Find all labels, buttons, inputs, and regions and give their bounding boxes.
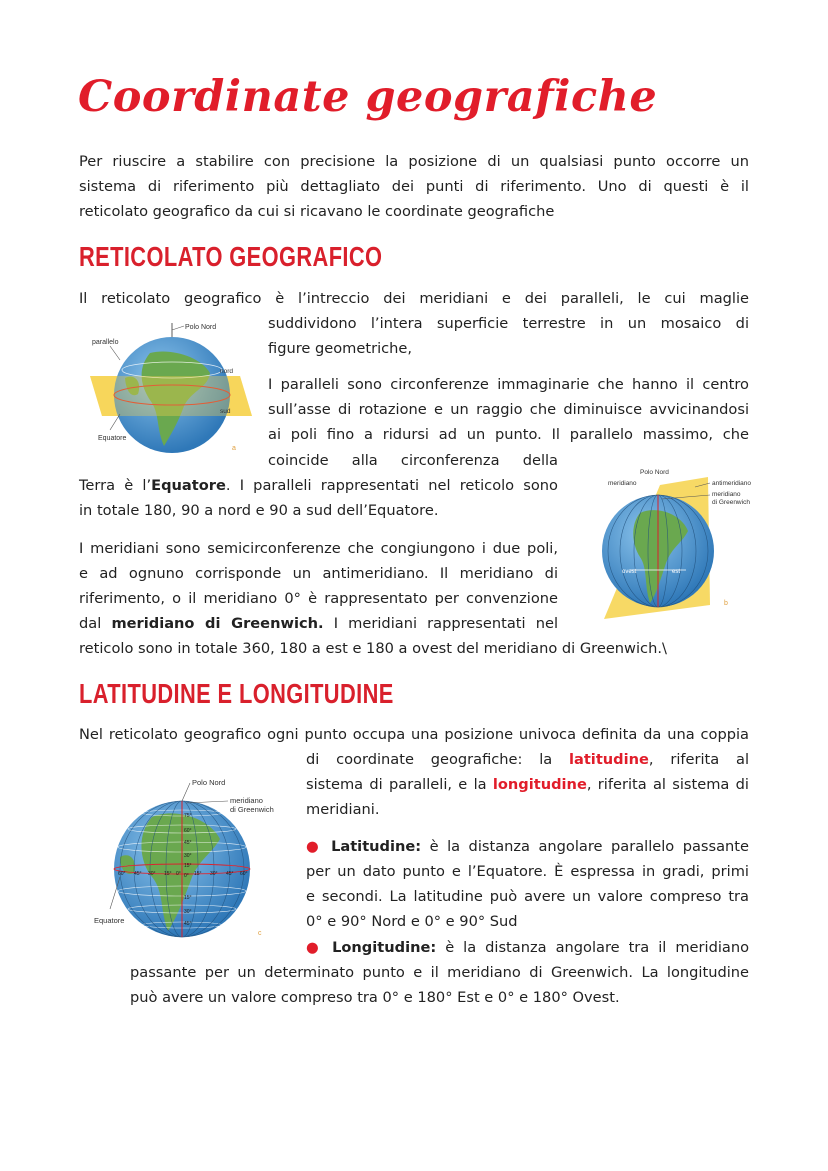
label-greenwich-2: di Greenwich: [230, 805, 274, 814]
text-span: è la distanza angolare parallelo passante: [421, 838, 749, 855]
figure-letter: b: [724, 600, 728, 607]
paralleli-paragraph-b: [268, 448, 558, 473]
text-span: , riferita al: [648, 751, 749, 768]
text-line: Il reticolato geografico è l’intreccio dei meridiani e dei paralleli, le cui maglie: [79, 290, 749, 307]
intro-line: Per riuscire a stabilire con precisione la posizione di un qualsiasi punto occorre un: [79, 153, 749, 170]
text-line: passante per un determinato punto e il meridiano di Greenwich. La longitudine: [130, 964, 749, 981]
paralleli-paragraph-c: [79, 473, 558, 523]
reticolato-paragraph-a: [268, 311, 749, 361]
label-greenwich-1: meridiano: [712, 491, 741, 498]
lat-tick: 15°: [184, 895, 192, 901]
lat-tick: 45°: [184, 840, 192, 846]
globe-figure-b: [600, 465, 770, 625]
lon-tick: 45°: [226, 871, 234, 877]
lon-tick: 15°: [194, 871, 202, 877]
bullet-dot: ●: [306, 838, 323, 855]
globe-figure-a: [80, 318, 260, 458]
text-line: sull’asse di rotazione e un raggio che diminuisce avvicinandosi: [268, 401, 749, 418]
text-line: I paralleli sono circonferenze immaginarie che hanno il centro: [268, 376, 749, 393]
text-span: . I paralleli rappresentati nel reticolo sono: [225, 477, 558, 494]
longitudine-term: longitudine: [492, 776, 587, 793]
lon-tick: 0°: [176, 871, 181, 877]
label-ovest: ovest: [622, 569, 637, 575]
text-line: reticolo sono in totale 360, 180 a est e 180 a ovest del meridiano di Greenwich.\: [79, 640, 667, 657]
bullet-dot: ●: [306, 939, 324, 956]
text-span: è la distanza angolare tra il meridiano: [436, 939, 750, 956]
page-title: Coordinate geografiche: [78, 72, 658, 122]
label-greenwich-2: di Greenwich: [712, 499, 750, 506]
text-span: di coordinate geografiche: la: [306, 751, 569, 768]
intro-line: sistema di riferimento più dettagliato dei punti di riferimento. Uno di questi è il: [79, 178, 749, 195]
lat-tick: 0°: [184, 873, 189, 879]
leader-line: [110, 346, 120, 360]
text-line: ai poli fino a ridursi ad un punto. Il parallelo massimo, che: [268, 426, 749, 443]
intro-paragraph: [79, 149, 749, 224]
label-parallelo: parallelo: [92, 339, 119, 346]
text-span: , riferita al sistema di: [586, 776, 749, 793]
lat-tick: 60°: [184, 828, 192, 834]
text-line: figure geometriche,: [268, 340, 413, 357]
text-span: I meridiani rappresentati nel: [323, 615, 559, 632]
label-polo-nord: Polo Nord: [192, 778, 226, 787]
latitudine-term: latitudine: [568, 751, 649, 768]
lat-tick: 15°: [184, 863, 192, 869]
leader-line: [110, 414, 120, 430]
globe-figure-c: [90, 773, 300, 945]
reticolato-line-1: [79, 286, 749, 311]
label-greenwich-1: meridiano: [230, 796, 263, 805]
text-line: I meridiani sono semicirconferenze che congiungono i due poli,: [79, 540, 558, 557]
label-est: est: [672, 569, 681, 575]
latlon-intro-paragraph: [306, 747, 749, 822]
greenwich-term: meridiano di Greenwich.: [111, 615, 324, 632]
label-equatore: Equatore: [94, 916, 125, 925]
figure-letter: c: [258, 930, 262, 937]
lat-tick: 75°: [184, 813, 192, 819]
lon-tick: 45°: [134, 871, 142, 877]
text-line: per un dato punto e l’Equatore. È espressa in gradi, primi: [306, 863, 749, 880]
text-line: Nel reticolato geografico ogni punto occupa una posizione univoca definita da una coppia: [79, 726, 749, 743]
lat-tick: 30°: [184, 909, 192, 915]
text-line: e ad ognuno corrisponde un antimeridiano. Il meridiano di: [79, 565, 558, 582]
lat-tick: 45°: [184, 921, 192, 927]
longitudine-bullet: [306, 935, 749, 960]
lon-tick: 15°: [164, 871, 172, 877]
text-line: riferimento, o il meridiano 0° è rappresentato per convenzione: [79, 590, 558, 607]
label-antimeridiano: antimeridiano: [712, 480, 752, 487]
meridiani-last-line: [79, 636, 759, 661]
latitudine-label: Latitudine:: [331, 838, 422, 855]
figure-letter: a: [232, 445, 236, 452]
equatore-term: Equatore: [151, 477, 226, 494]
text-line: suddividono l’intera superficie terrestre in un mosaico di: [268, 315, 749, 332]
label-nord: nord: [220, 368, 234, 375]
paralleli-paragraph: [268, 372, 749, 447]
section-heading-reticolato: RETICOLATO GEOGRAFICO: [79, 241, 383, 272]
lon-tick: 30°: [210, 871, 218, 877]
longitudine-label: Longitudine:: [332, 939, 437, 956]
lon-tick: 30°: [148, 871, 156, 877]
leader-line: [182, 783, 190, 801]
latitudine-bullet: [306, 834, 749, 934]
intro-line: reticolato geografico da cui si ricavano le coordinate geografiche: [79, 203, 555, 220]
longitudine-paragraph: [130, 960, 749, 1010]
label-polo-nord: Polo Nord: [185, 324, 217, 331]
leader-line: [172, 326, 184, 330]
text-line: e secondi. La latitudine può avere un valore compreso tra: [306, 888, 749, 905]
text-line: coincide alla circonferenza della: [268, 452, 558, 469]
text-line: in totale 180, 90 a nord e 90 a sud dell’Equatore.: [79, 502, 439, 519]
text-line: meridiani.: [306, 801, 380, 818]
text-span: sistema di paralleli, e la: [306, 776, 493, 793]
meridiani-paragraph: [79, 536, 558, 636]
text-span: dal: [79, 615, 112, 632]
text-span: Terra è l’: [79, 477, 152, 494]
lon-tick: 60°: [118, 871, 126, 877]
latlon-intro-line: [79, 722, 749, 747]
section-heading-latitudine: LATITUDINE E LONGITUDINE: [79, 678, 394, 709]
label-sud: sud: [220, 408, 231, 415]
label-equatore: Equatore: [98, 435, 127, 442]
lon-tick: 60°: [240, 871, 248, 877]
text-line: può avere un valore compreso tra 0° e 180° Est e 0° e 180° Ovest.: [130, 989, 620, 1006]
label-polo-nord: Polo Nord: [640, 469, 669, 476]
lat-tick: 30°: [184, 853, 192, 859]
text-line: 0° e 90° Nord e 0° e 90° Sud: [306, 913, 518, 930]
label-meridiano: meridiano: [608, 480, 637, 487]
